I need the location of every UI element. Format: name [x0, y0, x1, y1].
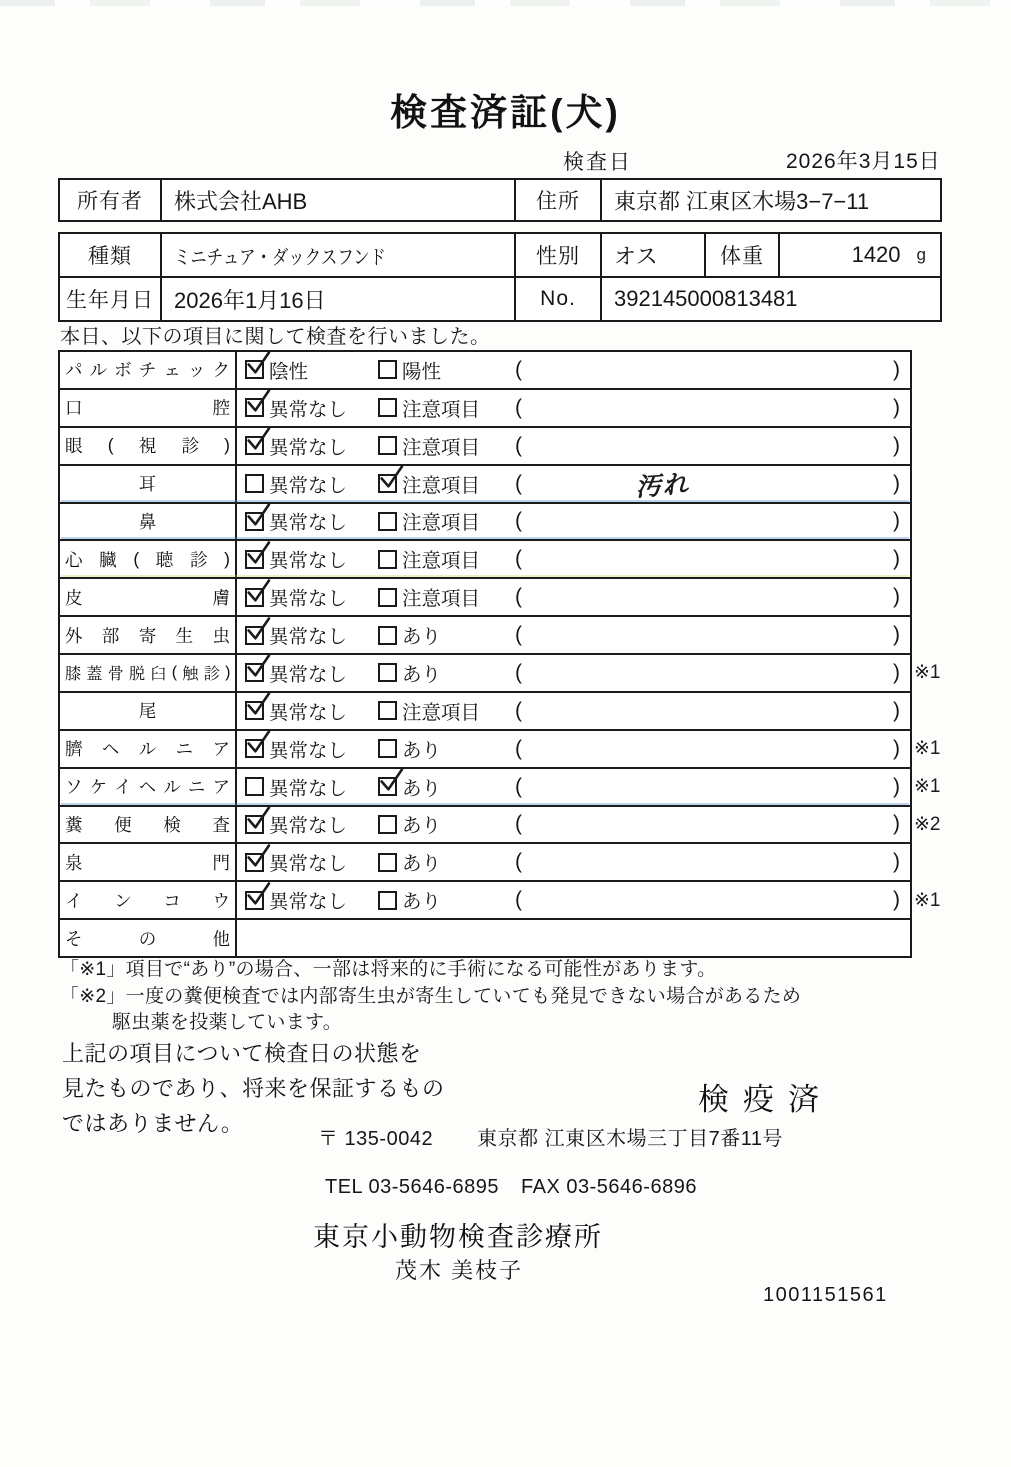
checkbox-option-1 — [245, 550, 264, 569]
option-1 — [245, 848, 378, 876]
checkbox-option-2 — [378, 815, 397, 834]
clinic-tel: TEL 03-5646-6895 — [325, 1176, 500, 1198]
paren-close: ) — [893, 660, 900, 684]
handwritten-note — [477, 508, 847, 534]
reference-mark — [907, 352, 956, 388]
checklist-row — [60, 352, 910, 388]
inspection-date-label: 検査日 — [563, 151, 632, 174]
option-1 — [245, 507, 378, 535]
reference-mark: ※1 — [914, 738, 941, 760]
checklist-row — [60, 464, 910, 502]
row-content — [237, 655, 910, 691]
handwritten-check-icon — [245, 883, 270, 908]
checklist-row — [60, 918, 910, 956]
option-2 — [378, 810, 511, 838]
option-1-label: 異常なし — [269, 663, 348, 686]
paren-close: ) — [893, 812, 900, 836]
option-1-label: 異常なし — [269, 853, 348, 876]
row-label: 泉 門 — [60, 844, 237, 880]
checkbox-option-1 — [245, 474, 264, 493]
row-content — [237, 541, 910, 577]
option-1 — [245, 697, 378, 725]
handwritten-check-icon — [378, 466, 403, 491]
paren-open: ( — [515, 660, 522, 684]
row-content — [237, 466, 910, 502]
handwritten-note — [477, 660, 847, 686]
option-2 — [378, 659, 511, 687]
row-content — [237, 882, 910, 918]
row-content — [237, 807, 910, 843]
number-label: No. — [514, 278, 600, 320]
sex-value: オス — [600, 234, 704, 276]
option-1-label: 異常なし — [269, 512, 348, 535]
checkbox-option-1 — [245, 626, 264, 645]
checkbox-option-1 — [245, 777, 264, 796]
checklist-row — [60, 880, 941, 918]
option-2 — [378, 621, 511, 649]
paren-open: ( — [515, 395, 522, 419]
row-label: 臍 ヘ ル ニ ア — [60, 731, 237, 767]
handwritten-note — [477, 811, 847, 837]
row-content — [237, 693, 910, 729]
clinic-tel-line — [325, 1176, 697, 1199]
checkbox-option-1 — [245, 701, 264, 720]
checkbox-option-1 — [245, 436, 264, 455]
weight-value-cell — [778, 234, 940, 276]
footnote-1: 「※1」項目で“あり”の場合、一部は将来的に手術になる可能性があります。 — [60, 959, 717, 980]
row-content — [237, 920, 910, 956]
row-label: 尾 — [60, 693, 237, 729]
reference-mark — [907, 617, 956, 653]
handwritten-note — [477, 433, 847, 459]
checkbox-option-1 — [245, 853, 264, 872]
checkbox-option-2 — [378, 891, 397, 910]
option-1-label: 異常なし — [269, 550, 348, 573]
paren-close: ) — [893, 623, 900, 647]
paren-open: ( — [515, 357, 522, 381]
breed-row — [60, 234, 940, 276]
row-label: そ の 他 — [60, 920, 237, 956]
paren-close: ) — [893, 547, 900, 571]
intro-text: 本日、以下の項目に関して検査を行いました。 — [60, 326, 491, 348]
paren-close: ) — [893, 509, 900, 533]
handwritten-note — [477, 622, 847, 648]
option-2-label: あり — [402, 626, 442, 649]
option-2-label: 注意項目 — [402, 474, 481, 497]
breed-value — [160, 234, 514, 276]
option-2-label: あり — [402, 815, 442, 838]
checkbox-option-2 — [378, 550, 397, 569]
handwritten-check-icon — [245, 390, 270, 415]
option-1-label: 異常なし — [269, 891, 348, 914]
checkbox-option-1 — [245, 739, 264, 758]
option-1 — [245, 356, 378, 384]
reference-mark: ※1 — [914, 889, 941, 911]
paren-open: ( — [515, 698, 522, 722]
clinic-postal-line — [318, 1122, 783, 1151]
paren-open: ( — [515, 812, 522, 836]
row-content — [237, 352, 910, 388]
quarantine-passed-stamp: 検疫済 — [698, 1082, 833, 1117]
reference-mark: ※2 — [914, 813, 941, 835]
option-2-label: 注意項目 — [402, 701, 481, 724]
paren-open: ( — [515, 888, 522, 912]
checkbox-option-2 — [378, 360, 397, 379]
scan-artifact-strip — [0, 0, 1011, 6]
row-content — [237, 579, 910, 615]
owner-address: 東京都 江東区木場3−7−11 — [600, 180, 940, 220]
handwritten-note — [477, 736, 847, 762]
handwritten-check-icon — [245, 731, 270, 756]
paren-open: ( — [515, 433, 522, 457]
owner-label: 所有者 — [77, 190, 143, 213]
reference-mark: ※1 — [914, 662, 941, 684]
paren-open: ( — [515, 585, 522, 609]
option-1 — [245, 470, 378, 498]
row-content — [237, 390, 910, 426]
option-1 — [245, 735, 378, 763]
option-1 — [245, 773, 378, 801]
inspection-date-value: 2026年3月15日 — [786, 150, 941, 173]
checkbox-option-1 — [245, 512, 264, 531]
document-title: 検査済証(犬) — [390, 92, 621, 133]
option-2 — [378, 848, 511, 876]
handwritten-check-icon — [245, 845, 270, 870]
paren-close: ) — [893, 850, 900, 874]
option-1 — [245, 886, 378, 914]
checklist-row — [60, 653, 941, 691]
handwritten-check-icon — [245, 693, 270, 718]
option-2 — [378, 507, 511, 535]
reference-mark — [907, 390, 956, 426]
reference-mark — [907, 693, 956, 729]
option-1-label: 異常なし — [269, 626, 348, 649]
row-content — [237, 844, 910, 880]
handwritten-check-icon — [245, 618, 270, 643]
reference-mark — [907, 920, 956, 956]
checkbox-option-2 — [378, 474, 397, 493]
option-2-label: あり — [402, 891, 442, 914]
reference-mark — [907, 466, 956, 502]
option-2 — [378, 432, 511, 460]
option-2-label: あり — [402, 739, 442, 762]
address-label: 住所 — [514, 180, 600, 220]
veterinarian-name: 茂木 美枝子 — [395, 1258, 524, 1283]
paren-open: ( — [515, 471, 522, 495]
checkbox-option-2 — [378, 777, 397, 796]
checklist-row — [60, 502, 910, 540]
animal-table — [58, 232, 942, 322]
row-label: 鼻 — [60, 504, 237, 540]
weight-label: 体重 — [704, 234, 778, 276]
handwritten-note — [477, 395, 847, 421]
option-2-label: あり — [402, 777, 442, 800]
paren-close: ) — [893, 736, 900, 760]
row-label: イ ン コ ウ — [60, 882, 237, 918]
checkbox-option-2 — [378, 663, 397, 682]
checkbox-option-2 — [378, 512, 397, 531]
clinic-name: 東京小動物検査診療所 — [313, 1222, 603, 1252]
paren-close: ) — [893, 471, 900, 495]
checkbox-option-1 — [245, 588, 264, 607]
checklist-row — [60, 729, 941, 767]
option-1-label: 異常なし — [269, 739, 348, 762]
handwritten-check-icon — [245, 352, 270, 377]
option-1-label: 異常なし — [269, 815, 348, 838]
checkbox-option-1 — [245, 663, 264, 682]
paren-close: ) — [893, 395, 900, 419]
checkbox-option-1 — [245, 360, 264, 379]
handwritten-note — [477, 357, 847, 383]
checklist-row — [60, 842, 910, 880]
option-2 — [378, 545, 511, 573]
reference-mark — [907, 844, 956, 880]
checklist-row — [60, 805, 941, 843]
weight-value: 1420 — [851, 242, 901, 267]
owner-name: 株式会社AHB — [160, 180, 514, 220]
reference-mark: ※1 — [914, 776, 941, 798]
footnotes — [60, 957, 801, 1037]
handwritten-note — [477, 584, 847, 610]
option-2 — [378, 394, 511, 422]
checkbox-option-2 — [378, 398, 397, 417]
option-1-label: 異常なし — [269, 777, 348, 800]
checkbox-option-2 — [378, 436, 397, 455]
sex-label: 性別 — [514, 234, 600, 276]
option-2 — [378, 773, 511, 801]
handwritten-check-icon — [245, 580, 270, 605]
row-label: 皮 膚 — [60, 579, 237, 615]
option-1-label: 異常なし — [269, 398, 348, 421]
checkbox-option-1 — [245, 891, 264, 910]
handwritten-check-icon — [245, 807, 270, 832]
clinic-address: 東京都 江東区木場三丁目7番11号 — [477, 1128, 784, 1150]
option-2-label: 陽性 — [402, 360, 442, 383]
option-2-label: 注意項目 — [402, 512, 481, 535]
row-label: 耳 — [60, 466, 237, 502]
option-2-label: 注意項目 — [402, 398, 481, 421]
row-label: ソ ケ イ ヘ ル ニ ア — [60, 769, 237, 805]
option-2 — [378, 886, 511, 914]
paren-close: ) — [893, 888, 900, 912]
option-2 — [378, 697, 511, 725]
option-2-label: 注意項目 — [402, 436, 481, 459]
row-content — [237, 731, 910, 767]
reference-mark — [907, 579, 956, 615]
option-1 — [245, 621, 378, 649]
paren-open: ( — [515, 774, 522, 798]
checkbox-option-2 — [378, 588, 397, 607]
handwritten-check-icon — [245, 428, 270, 453]
number-value: 392145000813481 — [600, 278, 940, 320]
paren-open: ( — [515, 547, 522, 571]
option-2-label: 注意項目 — [402, 588, 481, 611]
checkbox-option-1 — [245, 398, 264, 417]
weight-unit: g — [916, 245, 926, 264]
handwritten-check-icon — [245, 542, 270, 567]
postal-code: 〒 135-0042 — [318, 1128, 434, 1150]
handwritten-note — [477, 546, 847, 572]
paren-open: ( — [515, 736, 522, 760]
row-label: 心 臓 ( 聴 診 ) — [60, 541, 237, 577]
handwritten-note — [477, 887, 847, 913]
handwritten-check-icon — [245, 504, 270, 529]
owner-table — [58, 178, 942, 222]
option-2 — [378, 735, 511, 763]
reference-mark — [907, 541, 956, 577]
option-1-label: 異常なし — [269, 474, 348, 497]
handwritten-note — [477, 698, 847, 724]
clinic-fax: FAX 03-5646-6896 — [521, 1176, 697, 1198]
checkbox-option-2 — [378, 853, 397, 872]
checklist-row — [60, 539, 910, 577]
checklist-row — [60, 577, 910, 615]
row-label: パ ル ボ チ ェ ッ ク — [60, 352, 237, 388]
paren-open: ( — [515, 850, 522, 874]
option-1-label: 異常なし — [269, 701, 348, 724]
birth-row — [60, 276, 940, 320]
paren-open: ( — [515, 623, 522, 647]
handwritten-check-icon — [378, 769, 403, 794]
row-label: 口 腔 — [60, 390, 237, 426]
disclaimer-line-2: 見たものであり、将来を保証するもの — [62, 1076, 445, 1101]
checkbox-option-2 — [378, 739, 397, 758]
option-1-label: 陰性 — [269, 360, 309, 383]
footnote-2-continued: 駆虫薬を投薬しています。 — [112, 1012, 343, 1033]
option-1-label: 異常なし — [269, 588, 348, 611]
row-label: 糞 便 検 査 — [60, 807, 237, 843]
handwritten-note — [477, 849, 847, 875]
row-content — [237, 504, 910, 540]
paren-close: ) — [893, 698, 900, 722]
checklist-row — [60, 388, 910, 426]
birthdate-value: 2026年1月16日 — [160, 278, 514, 320]
paren-close: ) — [893, 433, 900, 457]
paren-open: ( — [515, 509, 522, 533]
checklist-row — [60, 691, 910, 729]
handwritten-check-icon — [245, 655, 270, 680]
birthdate-label: 生年月日 — [66, 289, 154, 312]
handwritten-note: 汚れ — [634, 469, 691, 502]
row-label: 眼 ( 視 診 ) — [60, 428, 237, 464]
checkbox-option-2 — [378, 701, 397, 720]
option-1 — [245, 659, 378, 687]
option-2-label: 注意項目 — [402, 550, 481, 573]
reference-mark — [907, 428, 956, 464]
option-1 — [245, 810, 378, 838]
option-2 — [378, 583, 511, 611]
checkbox-option-1 — [245, 815, 264, 834]
checkbox-option-2 — [378, 626, 397, 645]
breed-label: 種類 — [88, 245, 132, 268]
row-label: 膝 蓋 骨 脱 臼 ( 触 診 ) — [60, 655, 237, 691]
row-content — [237, 769, 910, 805]
paren-close: ) — [893, 774, 900, 798]
disclaimer-line-3: ではありません。 — [62, 1111, 244, 1136]
option-2 — [378, 356, 511, 384]
option-2-label: あり — [402, 853, 442, 876]
handwritten-note — [477, 774, 847, 800]
row-label: 外 部 寄 生 虫 — [60, 617, 237, 653]
checklist-row — [60, 767, 941, 805]
breed-text: ミニチュア・ダックスフンド — [174, 246, 386, 269]
checklist-table — [58, 350, 941, 958]
serial-number: 1001151561 — [763, 1284, 888, 1306]
row-content — [237, 617, 910, 653]
paren-close: ) — [893, 585, 900, 609]
disclaimer-line-1: 上記の項目について検査日の状態を — [62, 1041, 422, 1066]
checklist-row — [60, 615, 910, 653]
reference-mark — [907, 504, 956, 540]
option-1 — [245, 583, 378, 611]
option-2-label: あり — [402, 663, 442, 686]
option-1-label: 異常なし — [269, 436, 348, 459]
footnote-2: 「※2」一度の糞便検査では内部寄生虫が寄生していても発見できない場合があるため — [60, 985, 802, 1007]
option-1 — [245, 394, 378, 422]
owner-row — [60, 180, 940, 220]
option-1 — [245, 432, 378, 460]
option-1 — [245, 545, 378, 573]
paren-close: ) — [893, 357, 900, 381]
